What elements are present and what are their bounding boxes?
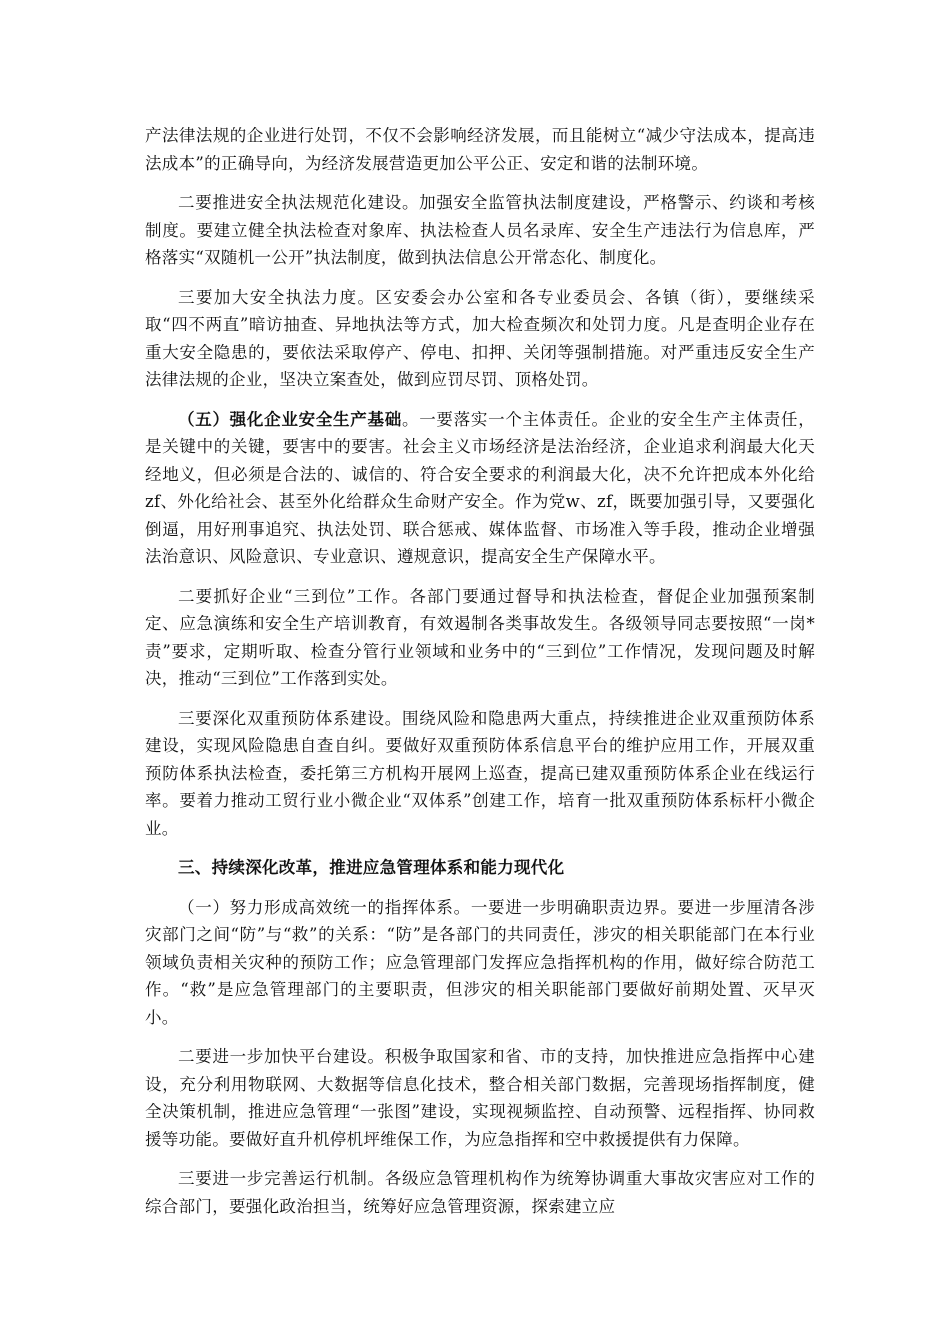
document-page bbox=[145, 122, 815, 1232]
paragraph-continuation: 产法律法规的企业进行处罚，不仅不会影响经济发展，而且能树立“减少守法成本，提高违法成本”的正确导向，为经济发展营造更加公平公正、安定和谐的法制环境。 bbox=[145, 126, 815, 173]
subsection-heading-five: （五）强化企业安全生产基础 bbox=[178, 409, 402, 429]
paragraph-enforcement-standardization: 二要推进安全执法规范化建设。加强安全监管执法制度建设，严格警示、约谈和考核制度。要建立健全执法检查对象库、执法检查人员名录库、安全生产违法行为信息库，严格落实“双随机一公开”执法制度，做到执法信息公开常态化、制度化。 bbox=[145, 193, 815, 267]
paragraph-command-system: （一）努力形成高效统一的指挥体系。一要进一步明确职责边界。要进一步厘清各涉灾部门之间“防”与“救”的关系：“防”是各部门的共同责任，涉灾的相关职能部门在本行业领域负责相关灾种的预防工作；应急管理部门发挥应急指挥机构的作用，做好综合防范工作。“救”是应急管理部门的主要职责，但涉灾的相关职能部门要做好前期处置、灭早灭小。 bbox=[145, 897, 815, 1027]
paragraph-enforcement-intensity: 三要加大安全执法力度。区安委会办公室和各专业委员会、各镇（街），要继续采取“四不两直”暗访抽查、异地执法等方式，加大检查频次和处罚力度。凡是查明企业存在重大安全隐患的，要依法采取停产、停电、扣押、关闭等强制措施。对严重违反安全生产法律法规的企业，坚决立案查处，做到应罚尽罚、顶格处罚。 bbox=[145, 287, 815, 389]
paragraph-dual-prevention: 三要深化双重预防体系建设。围绕风险和隐患两大重点，持续推进企业双重预防体系建设，实现风险隐患自查自纠。要做好双重预防体系信息平台的维护应用工作，开展双重预防体系执法检查，委托第三方机构开展网上巡查，提高已建双重预防体系企业在线运行率。要着力推动工贸行业小微企业“双体系”创建工作，培育一批双重预防体系标杆小微企业。 bbox=[145, 708, 815, 838]
paragraph-operating-mechanism: 三要进一步完善运行机制。各级应急管理机构作为统筹协调重大事故灾害应对工作的综合部门，要强化政治担当，统筹好应急管理资源，探索建立应 bbox=[145, 1169, 815, 1216]
paragraph-three-in-place: 二要抓好企业“三到位”工作。各部门要通过督导和执法检查，督促企业加强预案制定、应急演练和安全生产培训教育，有效遏制各类事故发生。各级领导同志要按照“一岗*责”要求，定期听取、检查分管行业领域和业务中的“三到位”工作情况，发现问题及时解决，推动“三到位”工作落到实处。 bbox=[145, 586, 815, 688]
paragraph-enterprise-safety-body: 。一要落实一个主体责任。企业的安全生产主体责任，是关键中的关键，要害中的要害。社会主义市场经济是法治经济，企业追求利润最大化天经地义，但必须是合法的、诚信的、符合安全要求的利润最大化，决不允许把成本外化给zf、外化给社会、甚至外化给群众生命财产安全。作为党w、zf，既要加强引导，又要强化倒逼，用好刑事追究、执法处罚、联合惩戒、媒体监督、市场准入等手段，推动企业增强法治意识、风险意识、专业意识、遵规意识，提高安全生产保障水平。 bbox=[145, 409, 816, 566]
section-three-title: 三、持续深化改革，推进应急管理体系和能力现代化 bbox=[178, 858, 565, 877]
paragraph-platform-construction: 二要进一步加快平台建设。积极争取国家和省、市的支持，加快推进应急指挥中心建设，充分利用物联网、大数据等信息化技术，整合相关部门数据，完善现场指挥制度，健全决策机制，推进应急管理“一张图”建设，实现视频监控、自动预警、远程指挥、协同救援等功能。要做好直升机停机坪维保工作，为应急指挥和空中救援提供有力保障。 bbox=[145, 1047, 815, 1149]
paragraph-enterprise-safety-foundation bbox=[145, 406, 815, 571]
